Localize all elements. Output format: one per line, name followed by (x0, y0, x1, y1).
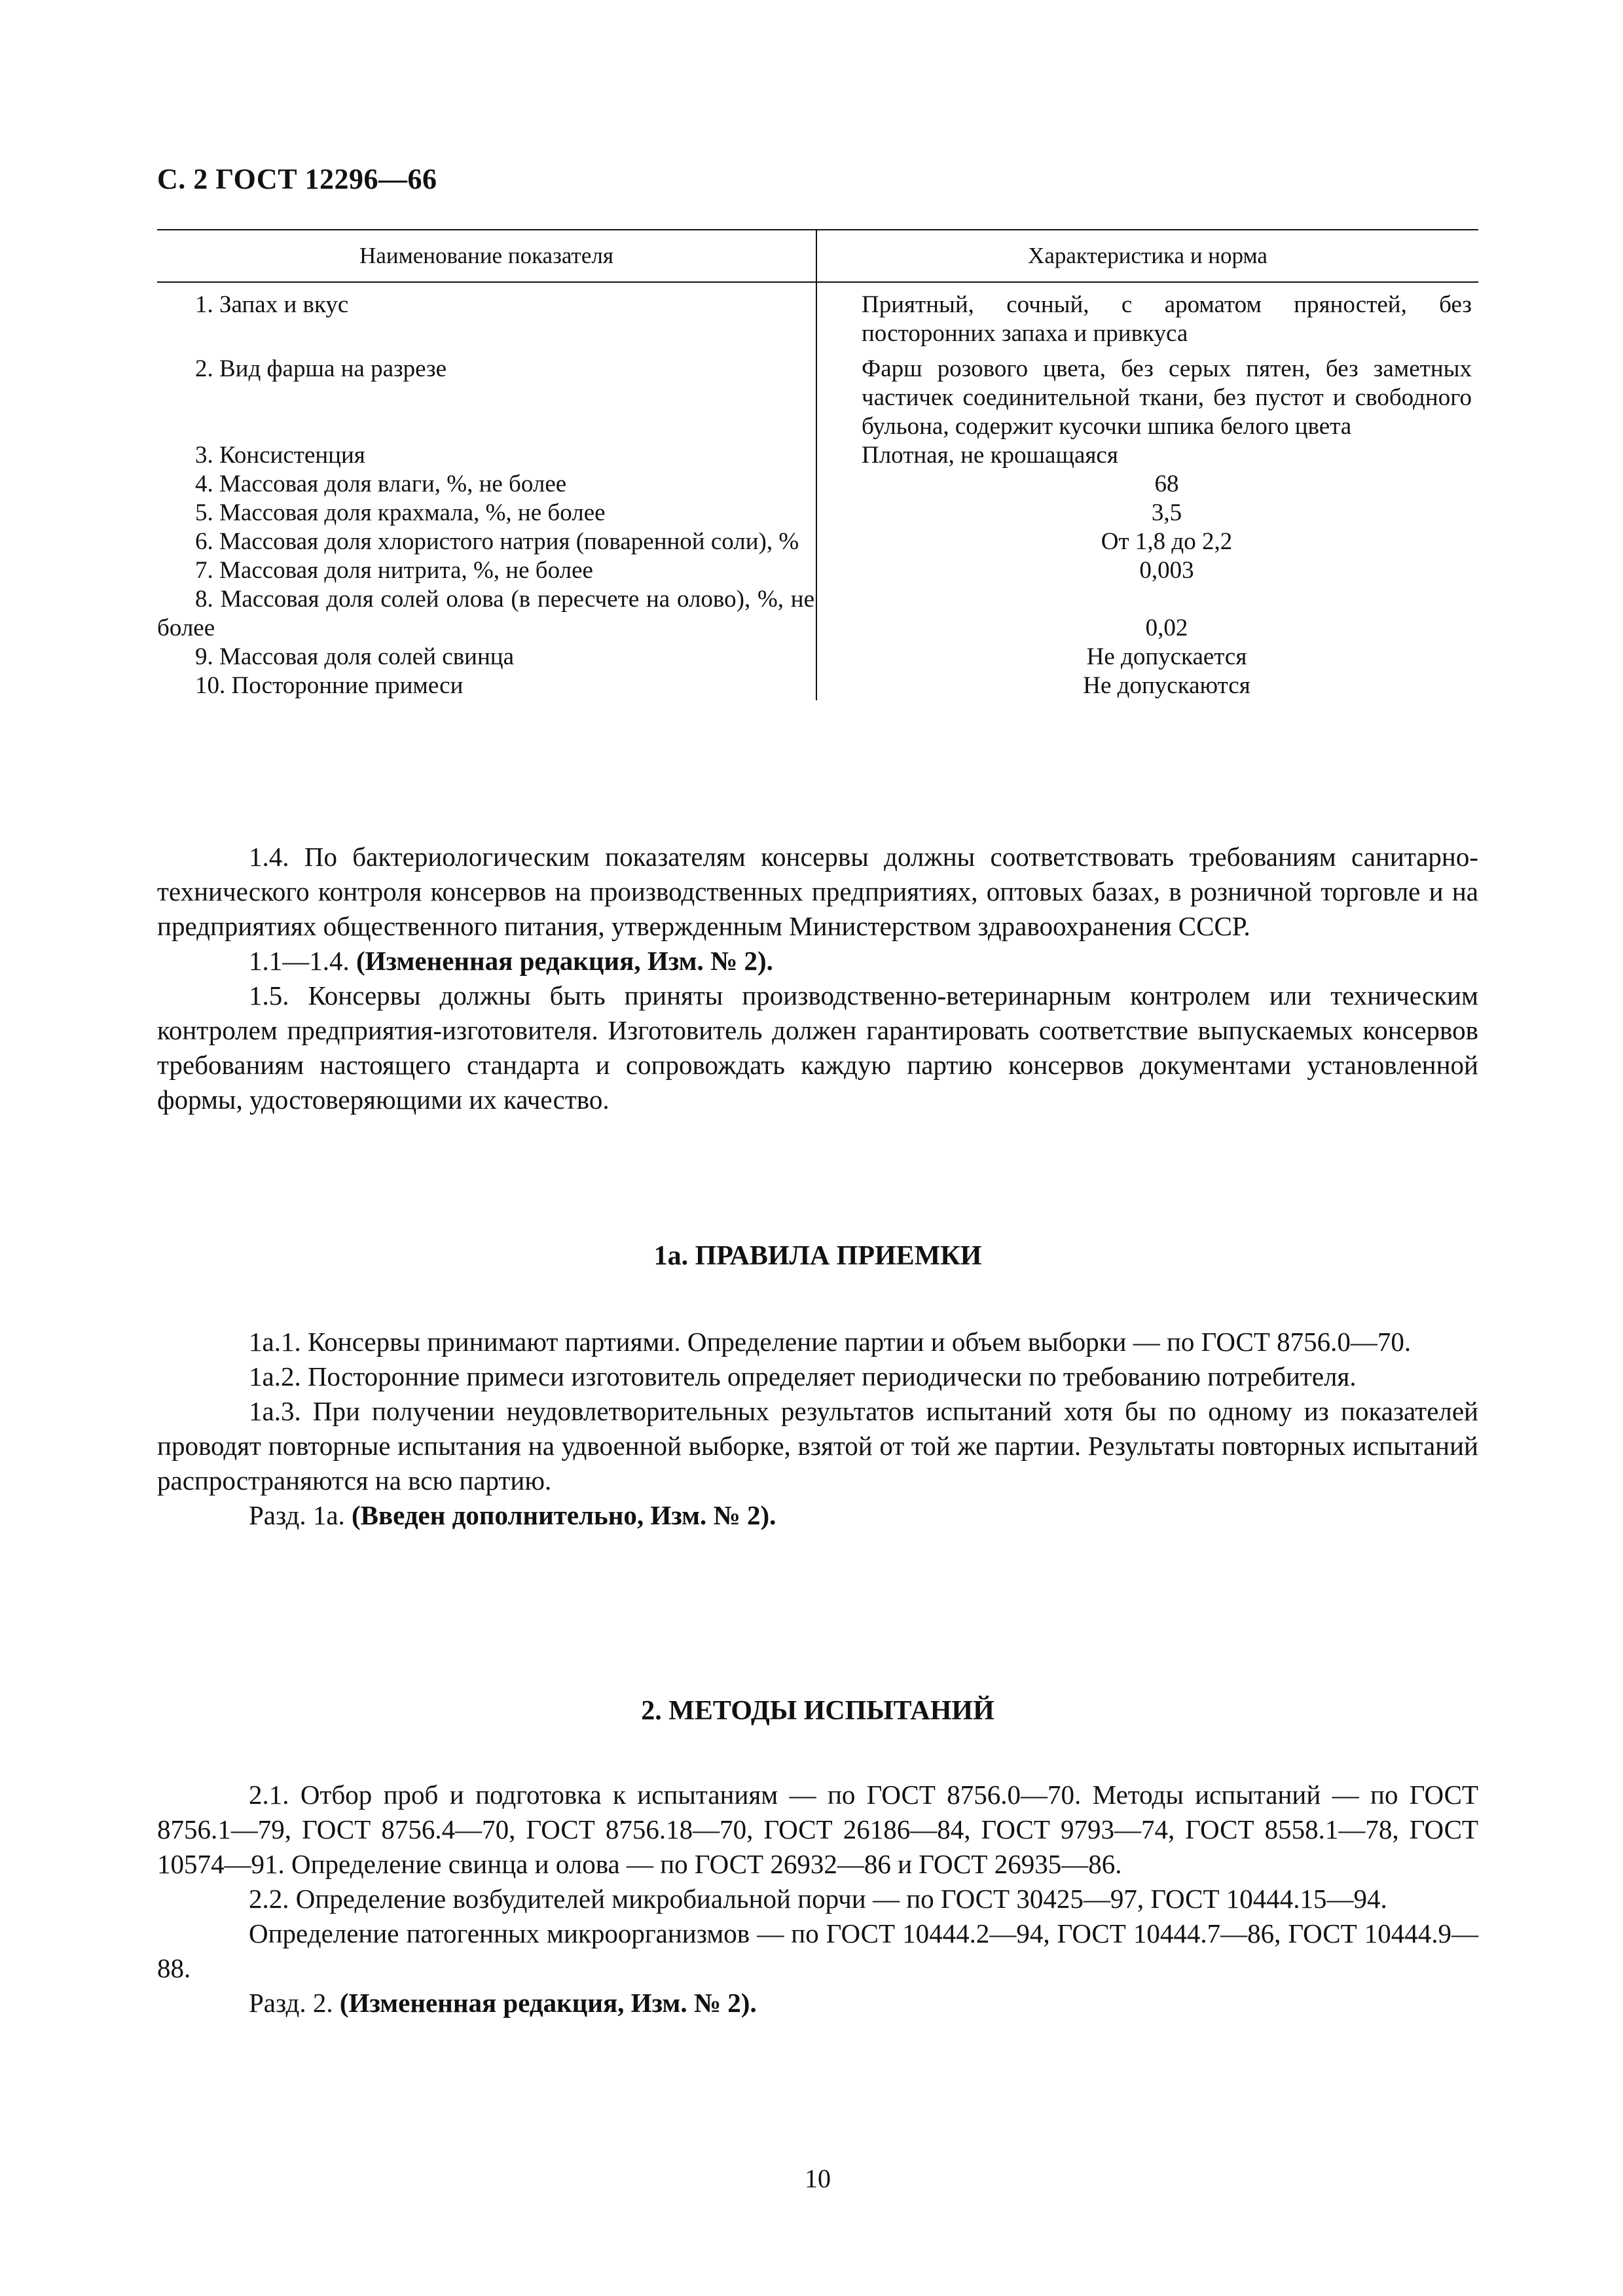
paragraph: 2.1. Отбор проб и подготовка к испытаниям — по ГОСТ 8756.0—70. Методы испытаний — по ГОСТ 8756.1—79, ГОСТ 8756.4—70, ГОСТ 8756.18—70, ГОСТ 26186—84, ГОСТ 9793—74, ГОСТ 8558.1—78, ГОСТ 10574—91. Определение свинца и олова — по ГОСТ 26932—86 и ГОСТ 26935—86. (157, 1780, 1478, 1879)
page-header: С. 2 ГОСТ 12296—66 (157, 163, 437, 195)
row-value: Не допускаются (1083, 672, 1250, 699)
table-row (157, 585, 1478, 643)
note-text: (Введен дополнительно, Изм. № 2). (352, 1500, 776, 1530)
table-row (157, 528, 1478, 556)
spec-table (157, 229, 1478, 700)
col-header-name: Наименование показателя (157, 230, 816, 282)
paragraph: 1.4. По бактериологическим показателям консервы должны соответствовать требованиям санитарно-технического контроля консервов на производственных предприятиях, оптовых базах, в розничной торговле и на предприятиях общественного питания, утвержденным Министерством здравоохранения СССР. (157, 842, 1478, 941)
row-value: Приятный, сочный, с ароматом пряностей, без посторонних запаха и привкуса (862, 291, 1472, 347)
row-value: От 1,8 до 2,2 (1101, 528, 1233, 555)
row-name: 4. Массовая доля влаги, %, не более (157, 470, 816, 499)
amendment-note (157, 1498, 1478, 1533)
row-name: 8. Массовая доля солей олова (в пересчете на олово), %, не более (157, 585, 816, 643)
row-value: 3,5 (1151, 499, 1182, 526)
document-page (157, 0, 1478, 2296)
note-text: (Измененная редакция, Изм. № 2). (339, 1988, 757, 2018)
row-name: 2. Вид фарша на разрезе (157, 348, 816, 441)
table-row (157, 499, 1478, 528)
note-text: (Измененная редакция, Изм. № 2). (356, 946, 773, 976)
note-prefix: Разд. 1а. (249, 1500, 345, 1530)
body-section-1 (157, 840, 1478, 1117)
row-name: 5. Массовая доля крахмала, %, не более (157, 499, 816, 528)
row-value: 0,02 (1145, 615, 1188, 641)
page-number: 10 (805, 2164, 831, 2193)
paragraph: 1а.3. При получении неудовлетворительных результатов испытаний хотя бы по одному из показателей проводят повторные испытания на удвоенной выборке, взятой от той же партии. Результаты повторных испытаний распространяются на всю партию. (157, 1396, 1478, 1496)
body-section-1a (157, 1325, 1478, 1533)
paragraph: 2.2. Определение возбудителей микробиальной порчи — по ГОСТ 30425—97, ГОСТ 10444.15—94. (249, 1884, 1387, 1914)
table-row (157, 348, 1478, 441)
row-name: 9. Массовая доля солей свинца (157, 643, 816, 672)
section-title: 1а. ПРАВИЛА ПРИЕМКИ (653, 1241, 982, 1271)
table-row (157, 470, 1478, 499)
row-name: 6. Массовая доля хлористого натрия (поваренной соли), % (157, 528, 816, 556)
amendment-note (157, 1986, 1478, 2020)
row-value: 0,003 (1139, 557, 1194, 584)
body-section-2 (157, 1778, 1478, 2020)
paragraph: Определение патогенных микроорганизмов — по ГОСТ 10444.2—94, ГОСТ 10444.7—86, ГОСТ 10444.9—88. (157, 1918, 1478, 1983)
table-header-row (157, 230, 1478, 282)
paragraph: 1а.1. Консервы принимают партиями. Определение партии и объем выборки — по ГОСТ 8756.0—70. (249, 1327, 1412, 1357)
paragraph: 1а.2. Посторонние примеси изготовитель определяет периодически по требованию потребителя. (249, 1361, 1357, 1391)
row-value: Не допускается (1086, 643, 1247, 670)
table-row (157, 282, 1478, 348)
table-row (157, 643, 1478, 672)
row-value: Плотная, не крошащаяся (862, 442, 1118, 469)
note-prefix: 1.1—1.4. (249, 946, 350, 976)
note-prefix: Разд. 2. (249, 1988, 333, 2018)
row-name: 10. Посторонние примеси (157, 672, 816, 700)
paragraph: 1.5. Консервы должны быть приняты производственно-ветеринарным контролем или техническим контролем предприятия-изготовителя. Изготовитель должен гарантировать соответствие выпускаемых консервов требованиям настоящего стандарта и сопровождать каждую партию консервов документами установленной формы, удостоверяющими их качество. (157, 980, 1478, 1115)
amendment-note (157, 944, 1478, 978)
table-row (157, 672, 1478, 700)
table-row (157, 556, 1478, 585)
row-name: 3. Консистенция (157, 441, 816, 470)
section-title: 2. МЕТОДЫ ИСПЫТАНИЙ (641, 1696, 994, 1726)
row-name: 7. Массовая доля нитрита, %, не более (157, 556, 816, 585)
col-header-value: Характеристика и норма (816, 230, 1478, 282)
row-name: 1. Запах и вкус (157, 282, 816, 348)
row-value: Фарш розового цвета, без серых пятен, без заметных частичек соединительной ткани, без пустот и свободного бульона, содержит кусочки шпика белого цвета (862, 355, 1472, 440)
table-row (157, 441, 1478, 470)
row-value: 68 (1154, 471, 1179, 497)
